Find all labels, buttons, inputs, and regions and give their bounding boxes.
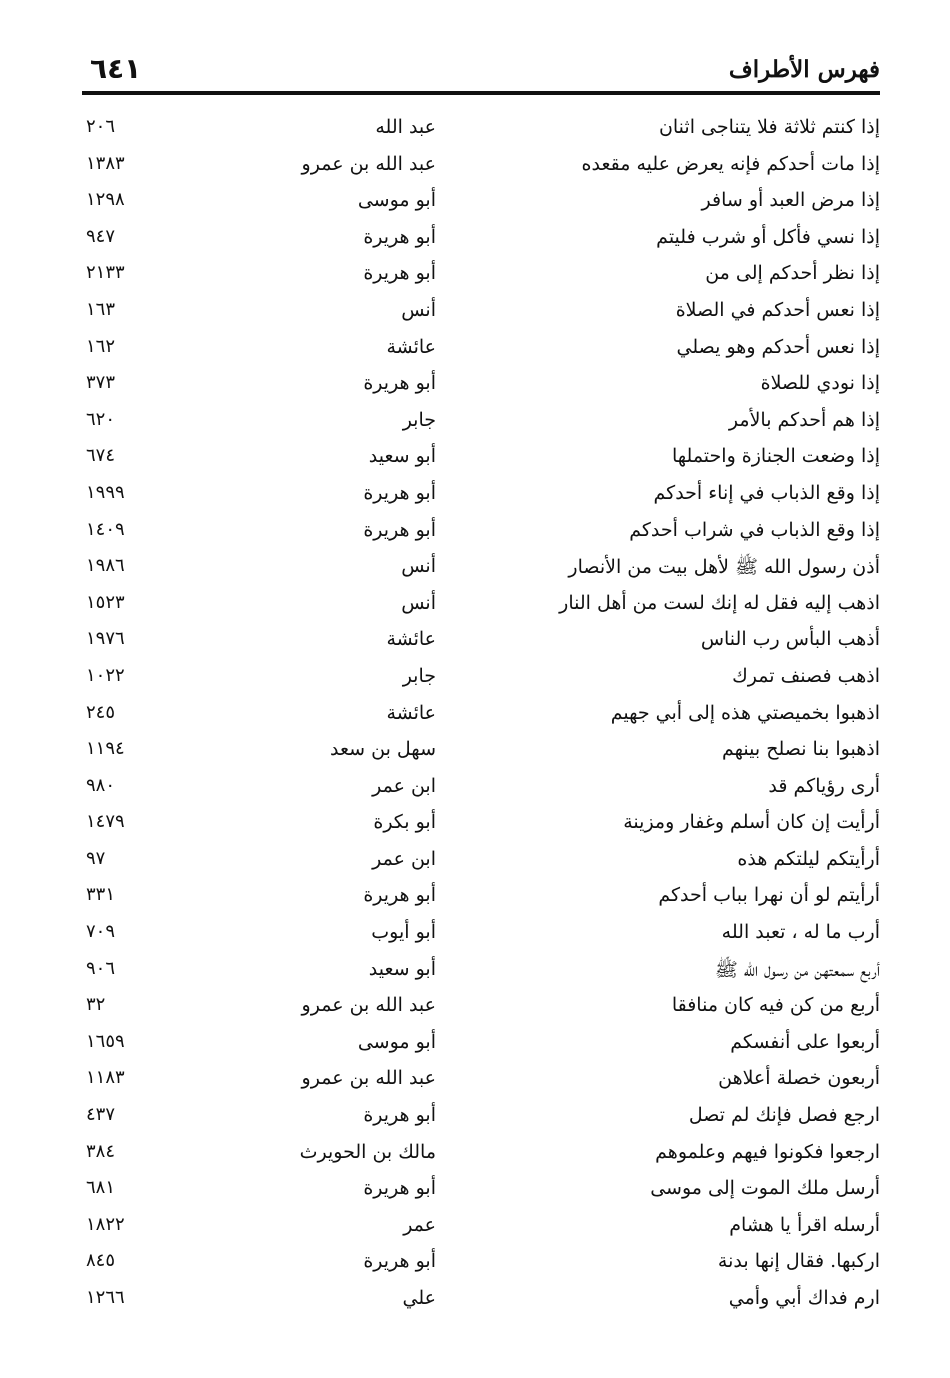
hadith-opening-text: اذهبوا بنا نصلح بينهم	[722, 738, 880, 761]
narrator-name: عبد الله بن عمرو	[301, 994, 436, 1017]
hadith-opening-text: أربع من كن فيه كان منافقا	[671, 994, 880, 1017]
index-entry-row	[82, 183, 880, 220]
index-entry-row	[82, 659, 880, 696]
hadith-number: ٤٣٧	[86, 1104, 116, 1126]
hadith-opening-text: إذا نودي للصلاة	[760, 372, 880, 395]
hadith-number: ٦٢٠	[86, 408, 116, 430]
page-number: ٦٤١	[90, 52, 142, 85]
index-entry-row	[82, 110, 880, 147]
narrator-name: عبد الله بن عمرو	[301, 1067, 436, 1090]
narrator-name: ابن عمر	[372, 847, 436, 870]
narrator-name: أبو هريرة	[363, 1177, 436, 1200]
narrator-name: أبو سعيد	[368, 957, 436, 980]
page-title: فهرس الأطراف	[728, 56, 880, 83]
index-entry-row	[82, 915, 880, 952]
hadith-number: ١٩٧٦	[86, 628, 125, 650]
narrator-name: عمر	[403, 1213, 436, 1236]
hadith-number: ١١٨٣	[86, 1067, 125, 1089]
narrator-name: علي	[402, 1287, 436, 1309]
hadith-number: ٩٠٦	[86, 957, 116, 979]
hadith-opening-text: إذا وضعت الجنازة واحتملها	[671, 445, 880, 468]
index-entry-row	[82, 1171, 880, 1208]
hadith-opening-text: إذا نسي فأكل أو شرب فليتم	[656, 225, 880, 248]
hadith-number: ١٦٣	[86, 298, 116, 320]
narrator-name: سهل بن سعد	[330, 738, 436, 761]
hadith-opening-text: إذا نعس أحدكم وهو يصلي	[676, 335, 880, 358]
hadith-opening-text: إذا مات أحدكم فإنه يعرض عليه مقعده	[581, 152, 880, 175]
hadith-opening-text: أرأيت إن كان أسلم وغفار ومزينة	[623, 811, 880, 834]
index-entry-row	[82, 842, 880, 879]
hadith-number: ٩٧	[86, 847, 106, 869]
hadith-number: ١٨٢٢	[86, 1213, 125, 1235]
hadith-number: ١٢٩٨	[86, 189, 125, 211]
index-entry-row	[82, 1135, 880, 1172]
header-divider	[82, 91, 880, 95]
hadith-number: ٢١٣٣	[86, 262, 125, 284]
hadith-opening-text: أربعوا على أنفسكم	[730, 1030, 880, 1053]
hadith-number: ١٠٢٢	[86, 664, 125, 686]
hadith-number: ١٦٢	[86, 335, 116, 357]
narrator-name: ابن عمر	[372, 774, 436, 797]
index-entry-row	[82, 769, 880, 806]
index-entry-row	[82, 586, 880, 623]
index-entry-row	[82, 952, 880, 989]
narrator-name: أبو هريرة	[363, 1104, 436, 1127]
narrator-name: أبو بكرة	[373, 811, 436, 834]
narrator-name: أبو هريرة	[363, 884, 436, 907]
index-entry-row	[82, 622, 880, 659]
hadith-number: ٧٠٩	[86, 921, 116, 943]
narrator-name: أنس	[401, 591, 436, 614]
hadith-number: ٣٢	[86, 994, 106, 1016]
hadith-number: ٣٧٣	[86, 372, 116, 394]
hadith-opening-text: أرسله اقرأ يا هشام	[729, 1213, 880, 1236]
hadith-opening-text: إذا نظر أحدكم إلى من	[705, 262, 880, 285]
hadith-opening-text: أرأيتكم ليلتكم هذه	[737, 847, 880, 870]
narrator-name: جابر	[402, 408, 436, 431]
narrator-name: عائشة	[386, 628, 436, 651]
hadith-opening-text: أذهب البأس رب الناس	[700, 628, 880, 651]
index-entry-row	[82, 696, 880, 733]
hadith-opening-text: أرى رؤياكم قد	[768, 774, 880, 797]
hadith-number: ١٩٨٦	[86, 555, 125, 577]
index-entry-row	[82, 1098, 880, 1135]
hadith-number: ١٤٧٩	[86, 811, 125, 833]
narrator-name: أنس	[401, 298, 436, 321]
index-entry-row	[82, 330, 880, 367]
hadith-opening-text: إذا مرض العبد أو سافر	[701, 189, 880, 212]
hadith-opening-text: إذا وقع الذباب في إناء أحدكم	[653, 481, 880, 504]
hadith-number: ٦٧٤	[86, 445, 116, 467]
hadith-number: ١٥٢٣	[86, 591, 125, 613]
narrator-name: عبد الله	[375, 116, 436, 138]
index-entry-row	[82, 293, 880, 330]
narrator-name: أبو هريرة	[363, 225, 436, 248]
index-entry-row	[82, 878, 880, 915]
index-entry-row	[82, 988, 880, 1025]
index-entry-row	[82, 256, 880, 293]
hadith-opening-text: ارجعوا فكونوا فيهم وعلموهم	[655, 1140, 880, 1163]
narrator-name: أبو هريرة	[363, 1250, 436, 1273]
narrator-name: عائشة	[386, 335, 436, 358]
hadith-opening-text: إذا هم أحدكم بالأمر	[728, 408, 880, 431]
hadith-opening-text: أرأيتم لو أن نهرا بباب أحدكم	[658, 884, 880, 907]
narrator-name: عبد الله بن عمرو	[301, 152, 436, 175]
index-entry-row	[82, 513, 880, 550]
hadith-number: ٣٣١	[86, 884, 116, 906]
narrator-name: مالك بن الحويرث	[299, 1140, 436, 1163]
hadith-number: ١٣٨٣	[86, 152, 125, 174]
index-entry-row	[82, 549, 880, 586]
narrator-name: جابر	[402, 664, 436, 687]
index-entry-row	[82, 220, 880, 257]
hadith-number: ٦٨١	[86, 1177, 116, 1199]
index-entry-row	[82, 439, 880, 476]
index-entry-row	[82, 366, 880, 403]
hadith-opening-text: ارم فداك أبي وأمي	[728, 1287, 880, 1309]
hadith-opening-text: أرسل ملك الموت إلى موسى	[650, 1177, 880, 1200]
narrator-name: عائشة	[386, 701, 436, 724]
narrator-name: أبو موسى	[357, 189, 436, 212]
narrator-name: أبو موسى	[357, 1030, 436, 1053]
hadith-number: ٢٤٥	[86, 701, 116, 723]
narrator-name: أبو أيوب	[371, 921, 436, 944]
narrator-name: أبو هريرة	[363, 262, 436, 285]
hadith-opening-text: إذا نعس أحدكم في الصلاة	[675, 298, 880, 321]
narrator-name: أنس	[401, 555, 436, 578]
index-entry-row	[82, 1208, 880, 1245]
hadith-opening-text: اذهب إليه فقل له إنك لست من أهل النار	[559, 591, 880, 614]
hadith-number: ٨٤٥	[86, 1250, 116, 1272]
narrator-name: أبو هريرة	[363, 518, 436, 541]
index-entry-row	[82, 732, 880, 769]
hadith-index-list	[82, 110, 880, 1318]
hadith-number: ٢٠٦	[86, 116, 116, 137]
hadith-number: ٣٨٤	[86, 1140, 116, 1162]
index-entry-row	[82, 1061, 880, 1098]
index-entry-row	[82, 476, 880, 513]
index-entry-row	[82, 1281, 880, 1318]
hadith-opening-text: إذا كنتم ثلاثة فلا يتناجى اثنان	[658, 116, 880, 138]
narrator-name: أبو هريرة	[363, 372, 436, 395]
narrator-name: أبو سعيد	[368, 445, 436, 468]
hadith-number: ١٤٠٩	[86, 518, 125, 540]
hadith-number: ١٦٥٩	[86, 1030, 125, 1052]
index-entry-row	[82, 1025, 880, 1062]
hadith-opening-text: إذا وقع الذباب في شراب أحدكم	[629, 518, 880, 541]
narrator-name: أبو هريرة	[363, 481, 436, 504]
hadith-number: ٩٨٠	[86, 774, 116, 796]
hadith-opening-text: أذن رسول الله ﷺ لأهل بيت من الأنصار	[568, 556, 880, 579]
hadith-number: ١١٩٤	[86, 738, 125, 760]
hadith-opening-text: أربعون خصلة أعلاهن	[718, 1067, 880, 1090]
index-entry-row	[82, 805, 880, 842]
index-entry-row	[82, 403, 880, 440]
hadith-number: ١٢٦٦	[86, 1287, 125, 1308]
hadith-number: ١٩٩٩	[86, 481, 125, 503]
index-entry-row	[82, 147, 880, 184]
hadith-opening-text: أرب ما له ، تعبد الله	[721, 921, 880, 944]
hadith-opening-text: أربع سمعتهن من رسول الله ﷺ	[714, 958, 880, 981]
hadith-opening-text: اذهبوا بخميصتي هذه إلى أبي جهيم	[610, 701, 880, 724]
page-header	[82, 52, 880, 92]
hadith-opening-text: اذهب فصنف تمرك	[732, 664, 880, 687]
hadith-number: ٩٤٧	[86, 225, 116, 247]
index-entry-row	[82, 1244, 880, 1281]
hadith-opening-text: ارجع فصل فإنك لم تصل	[688, 1104, 880, 1127]
hadith-opening-text: اركبها. فقال إنها بدنة	[717, 1250, 880, 1273]
